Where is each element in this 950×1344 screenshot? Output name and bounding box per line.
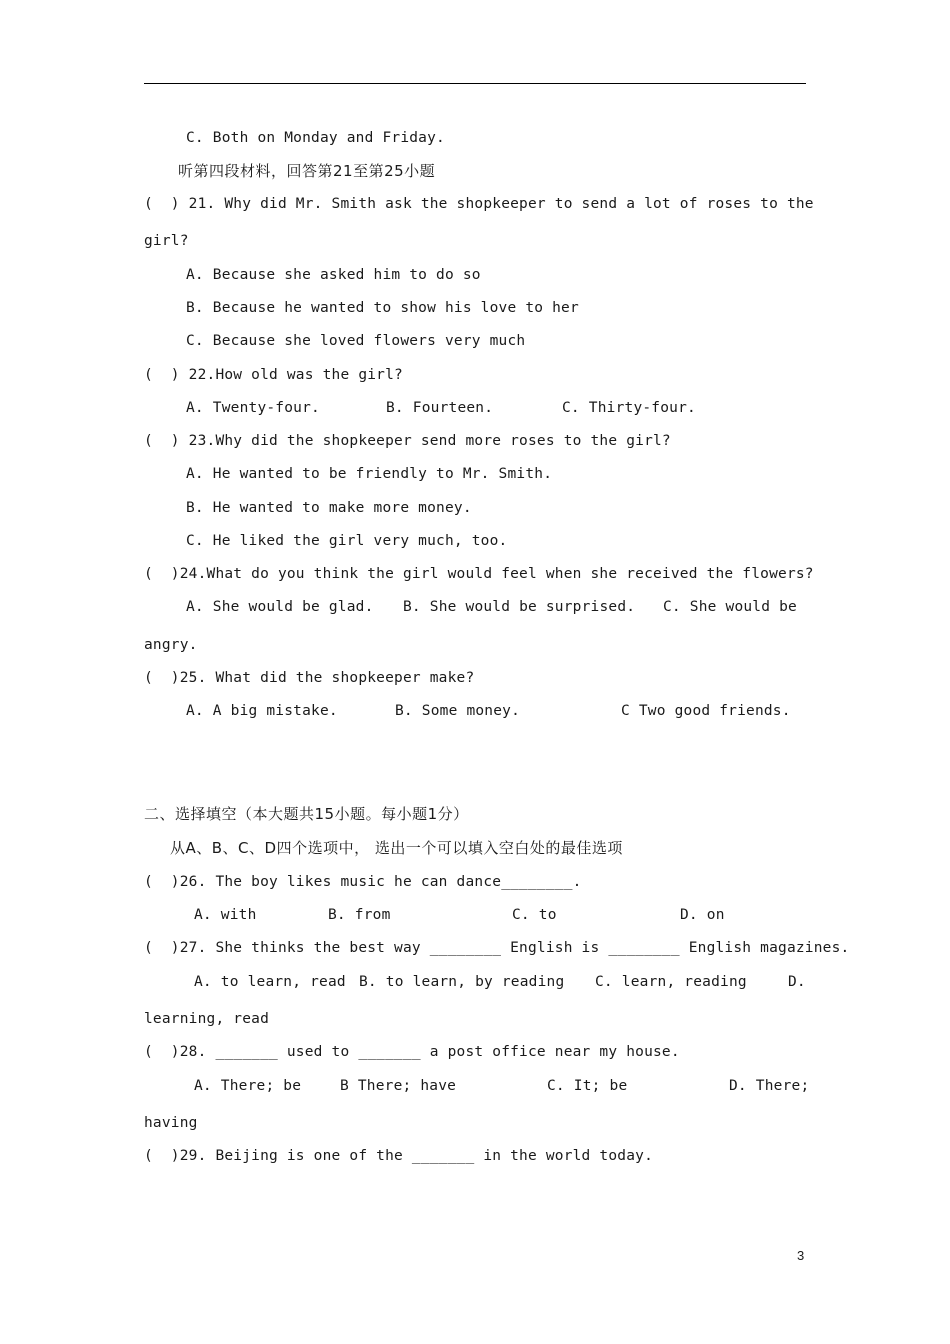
text-line: B. to learn, by reading (359, 974, 565, 990)
text-line: ( )24.What do you think the girl would feel when she received the flowers? (144, 566, 814, 582)
text-line: A. A big mistake. (186, 703, 338, 719)
text-line: C Two good friends. (621, 703, 791, 719)
text-line: 听第四段材料，回答第21至第25小题 (178, 162, 436, 180)
header-rule (144, 83, 806, 84)
text-line: B There; have (340, 1078, 457, 1094)
text-line: B. Because he wanted to show his love to her (186, 300, 579, 316)
text-line: C. He liked the girl very much, too. (186, 533, 508, 549)
text-line: C. Because she loved flowers very much (186, 333, 526, 349)
text-line: B. She would be surprised. (403, 599, 636, 615)
text-line: A. Twenty-four. (186, 400, 320, 416)
text-line: girl? (144, 233, 189, 249)
text-line: ( )26. The boy likes music he can dance________. (144, 874, 582, 890)
page-number: 3 (797, 1248, 805, 1263)
text-line: 二、选择填空（本大题共15小题。每小题1分） (144, 805, 469, 823)
text-line: ( ) 23.Why did the shopkeeper send more roses to the girl? (144, 433, 671, 449)
text-line: ( )29. Beijing is one of the _______ in the world today. (144, 1148, 653, 1164)
text-line: having (144, 1115, 198, 1131)
text-line: C. It; be (547, 1078, 628, 1094)
text-line: D. on (680, 907, 725, 923)
text-line: ( )25. What did the shopkeeper make? (144, 670, 475, 686)
text-line: D. (788, 974, 806, 990)
text-line: ( ) 22.How old was the girl? (144, 367, 403, 383)
text-line: B. He wanted to make more money. (186, 500, 472, 516)
text-line: D. There; (729, 1078, 810, 1094)
text-line: A. Because she asked him to do so (186, 267, 481, 283)
text-line: B. Some money. (395, 703, 521, 719)
text-line: C. Both on Monday and Friday. (186, 130, 445, 146)
text-line: ( )28. _______ used to _______ a post office near my house. (144, 1044, 680, 1060)
text-line: A. with (194, 907, 257, 923)
text-line: C. Thirty-four. (562, 400, 696, 416)
text-line: learning, read (144, 1011, 270, 1027)
text-line: angry. (144, 637, 198, 653)
text-line: A. to learn, read (194, 974, 346, 990)
text-line: A. He wanted to be friendly to Mr. Smith. (186, 466, 553, 482)
text-line: B. Fourteen. (386, 400, 494, 416)
text-line: B. from (328, 907, 391, 923)
text-line: C. She would be (663, 599, 797, 615)
text-line: A. She would be glad. (186, 599, 374, 615)
text-line: ( ) 21. Why did Mr. Smith ask the shopkeeper to send a lot of roses to the (144, 196, 814, 212)
text-line: 从A、B、C、D四个选项中， 选出一个可以填入空白处的最佳选项 (170, 839, 623, 857)
text-line: ( )27. She thinks the best way ________ English is ________ English magazines. (144, 940, 850, 956)
text-line: A. There; be (194, 1078, 302, 1094)
text-line: C. to (512, 907, 557, 923)
text-line: C. learn, reading (595, 974, 747, 990)
